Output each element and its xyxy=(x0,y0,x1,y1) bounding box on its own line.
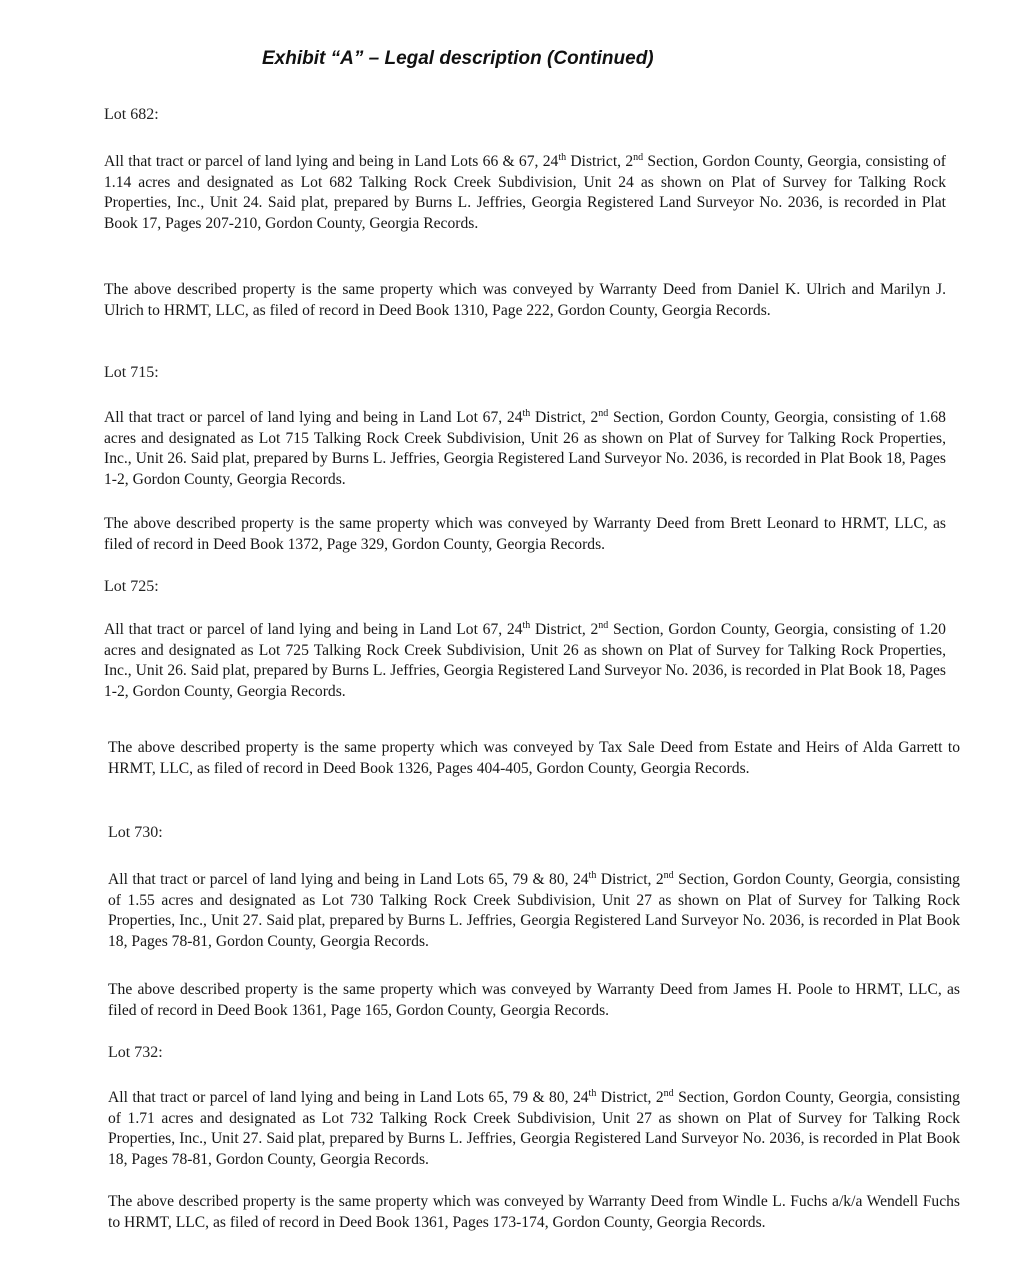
lot-description: All that tract or parcel of land lying and being in Land Lots 66 & 67, 24th District, 2nd Section, Gordon County, Georgia, consisting of 1.14 acres and designated as Lot 682 Talking Rock Creek Subdivision, Unit 24 as shown on Plat of Survey for Talking Rock Properties, Inc., Unit 24. Said plat, prepared by Burns L. Jeffries, Georgia Registered Land Surveyor No. 2036, is recorded in Plat Book 17, Pages 207-210, Gordon County, Georgia Records. xyxy=(104,151,946,232)
lot-conveyance: The above described property is the same property which was conveyed by Warranty Deed from James H. Poole to HRMT, LLC, as filed of record in Deed Book 1361, Page 165, Gordon County, Georgia Records. xyxy=(108,981,960,1019)
lot-description: All that tract or parcel of land lying and being in Land Lot 67, 24th District, 2nd Section, Gordon County, Georgia, consisting of 1.20 acres and designated as Lot 725 Talking Rock Creek Subdivision, Unit 26 as shown on Plat of Survey for Talking Rock Properties, Inc., Unit 26. Said plat, prepared by Burns L. Jeffries, Georgia Registered Land Surveyor No. 2036, is recorded in Plat Book 18, Pages 1-2, Gordon County, Georgia Records. xyxy=(104,619,946,700)
lot-description: All that tract or parcel of land lying and being in Land Lots 65, 79 & 80, 24th District, 2nd Section, Gordon County, Georgia, consisting of 1.55 acres and designated as Lot 730 Talking Rock Creek Subdivision, Unit 27 as shown on Plat of Survey for Talking Rock Properties, Inc., Unit 27. Said plat, prepared by Burns L. Jeffries, Georgia Registered Land Surveyor No. 2036, is recorded in Plat Book 18, Pages 78-81, Gordon County, Georgia Records. xyxy=(108,869,960,950)
lot-label: Lot 732: xyxy=(108,1044,163,1061)
lot-conveyance: The above described property is the same property which was conveyed by Tax Sale Deed from Estate and Heirs of Alda Garrett to HRMT, LLC, as filed of record in Deed Book 1326, Pages 404-405, Gordon County, Georgia Records. xyxy=(108,739,960,777)
lot-label: Lot 725: xyxy=(104,578,159,595)
lot-conveyance: The above described property is the same property which was conveyed by Warranty Deed from Windle L. Fuchs a/k/a Wendell Fuchs to HRMT, LLC, as filed of record in Deed Book 1361, Pages 173-174, Gordon County, Georgia Records. xyxy=(108,1193,960,1231)
page-title: Exhibit “A” – Legal description (Continued) xyxy=(262,48,654,69)
lot-description: All that tract or parcel of land lying and being in Land Lots 65, 79 & 80, 24th District, 2nd Section, Gordon County, Georgia, consisting of 1.71 acres and designated as Lot 732 Talking Rock Creek Subdivision, Unit 27 as shown on Plat of Survey for Talking Rock Properties, Inc., Unit 27. Said plat, prepared by Burns L. Jeffries, Georgia Registered Land Surveyor No. 2036, is recorded in Plat Book 18, Pages 78-81, Gordon County, Georgia Records. xyxy=(108,1087,960,1168)
lot-label: Lot 715: xyxy=(104,364,159,381)
lot-description: All that tract or parcel of land lying and being in Land Lot 67, 24th District, 2nd Section, Gordon County, Georgia, consisting of 1.68 acres and designated as Lot 715 Talking Rock Creek Subdivision, Unit 26 as shown on Plat of Survey for Talking Rock Properties, Inc., Unit 26. Said plat, prepared by Burns L. Jeffries, Georgia Registered Land Surveyor No. 2036, is recorded in Plat Book 18, Pages 1-2, Gordon County, Georgia Records. xyxy=(104,407,946,488)
lot-conveyance: The above described property is the same property which was conveyed by Warranty Deed from Daniel K. Ulrich and Marilyn J. Ulrich to HRMT, LLC, as filed of record in Deed Book 1310, Page 222, Gordon County, Georgia Records. xyxy=(104,281,946,319)
lot-label: Lot 730: xyxy=(108,824,163,841)
lot-label: Lot 682: xyxy=(104,106,159,123)
lot-conveyance: The above described property is the same property which was conveyed by Warranty Deed from Brett Leonard to HRMT, LLC, as filed of record in Deed Book 1372, Page 329, Gordon County, Georgia Records. xyxy=(104,515,946,553)
